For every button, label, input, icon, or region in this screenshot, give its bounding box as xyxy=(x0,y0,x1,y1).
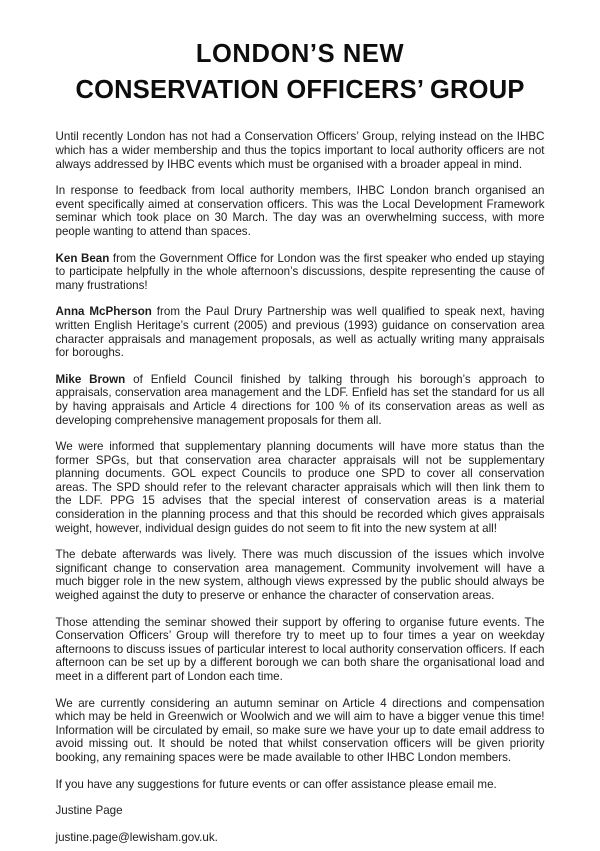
paragraph-contact-invitation xyxy=(56,778,545,792)
author-signature: Justine Page xyxy=(55,804,123,818)
paragraph-response-feedback xyxy=(56,184,545,238)
paragraph-text: from the Government Office for London was the first speaker who ended up staying to participate helpfully in the whole afternoon’s discussions, despite representing the cause of many frustrations! xyxy=(55,251,545,292)
paragraph-text: of Enfield Council finished by talking through his borough’s approach to appraisals, conservation area management and the LDF. Enfield has set the standard for us all by having appraisals and Article 4 directions for 100 % of its conservation areas as well as developing comprehensive management proposals for them all. xyxy=(55,372,545,427)
paragraph-text: from the Paul Drury Partnership was well qualified to speak next, having written English Heritage’s current (2005) and previous (1993) guidance on conservation area character appraisals and management proposals, as well as actually writing many appraisals for boroughs. xyxy=(55,305,545,360)
paragraph-future-events xyxy=(56,616,545,684)
paragraph-anna-mcpherson xyxy=(56,305,545,359)
document-body xyxy=(56,108,545,844)
paragraph-text: In response to feedback from local authority members, IHBC London branch organised an event specifically aimed at conservation officers. This was the Local Development Framework seminar which took place on 30 March. The day was an overwhelming success, with more people wanting to attend than spaces. xyxy=(55,184,545,238)
paragraph-text: We are currently considering an autumn seminar on Article 4 directions and compensation which may be held in Greenwich or Woolwich and we will aim to have a bigger venue this time! Information will be circulated by email, so make sure we have your up to date email address to avoid missing out. It should be noted that whilst conservation officers will be given priority booking, any remaining spaces were be made available to other IHBC London members. xyxy=(55,696,545,764)
paragraph-autumn-seminar xyxy=(56,697,545,765)
paragraph-mike-brown xyxy=(56,373,545,427)
paragraph-text: Until recently London has not had a Conservation Officers’ Group, relying instead on the IHBC which has a wider membership and thus the topics important to local authority officers are not always addressed by IHBC events which must be organised with a broader appeal in mind. xyxy=(55,130,545,171)
paragraph-text: We were informed that supplementary planning documents will have more status than the former SPGs, but that conservation area character appraisals will not be supplementary planning documents. GOL expect Councils to produce one SPD to cover all conservation areas. The SPD should refer to the relevant character appraisals which will then link them to the LDF. PPG 15 advises that the special interest of conservation areas is a material consideration in the planning process and that this should be recorded which gives appraisals weight, however, individual design guides do not seem to fit into the new system at all! xyxy=(55,440,545,535)
paragraph-intro xyxy=(56,130,545,171)
page-title-line-2: CONSERVATION OFFICERS’ GROUP xyxy=(75,76,525,105)
paragraph-debate xyxy=(56,548,545,602)
paragraph-planning-documents xyxy=(56,440,545,535)
speaker-name-anna-mcpherson: Anna McPherson xyxy=(55,305,152,319)
page-title xyxy=(0,0,600,108)
paragraph-text: The debate afterwards was lively. There was much discussion of the issues which involve significant change to conservation area management. Community involvement will have a much bigger role in the new system, although views expressed by the public should always be weighed against the duty to preserve or enhance the character of conservation areas. xyxy=(55,548,545,603)
author-email[interactable]: justine.page@lewisham.gov.uk. xyxy=(55,830,218,844)
paragraph-ken-bean xyxy=(56,252,545,293)
page-title-line-1: LONDON’S NEW xyxy=(195,40,405,68)
paragraph-text: Those attending the seminar showed their support by offering to organise future events. The Conservation Officers’ Group will therefore try to meet up to four times a year on weekday afternoons to discuss issues of particular interest to local authority conservation officers. If each afternoon can be set up by a different borough we can both share the organisational load and meet in a different part of London each time. xyxy=(55,615,545,683)
speaker-name-mike-brown: Mike Brown xyxy=(55,372,126,386)
speaker-name-ken-bean: Ken Bean xyxy=(55,251,110,265)
paragraph-text: If you have any suggestions for future events or can offer assistance please email me. xyxy=(55,777,497,791)
